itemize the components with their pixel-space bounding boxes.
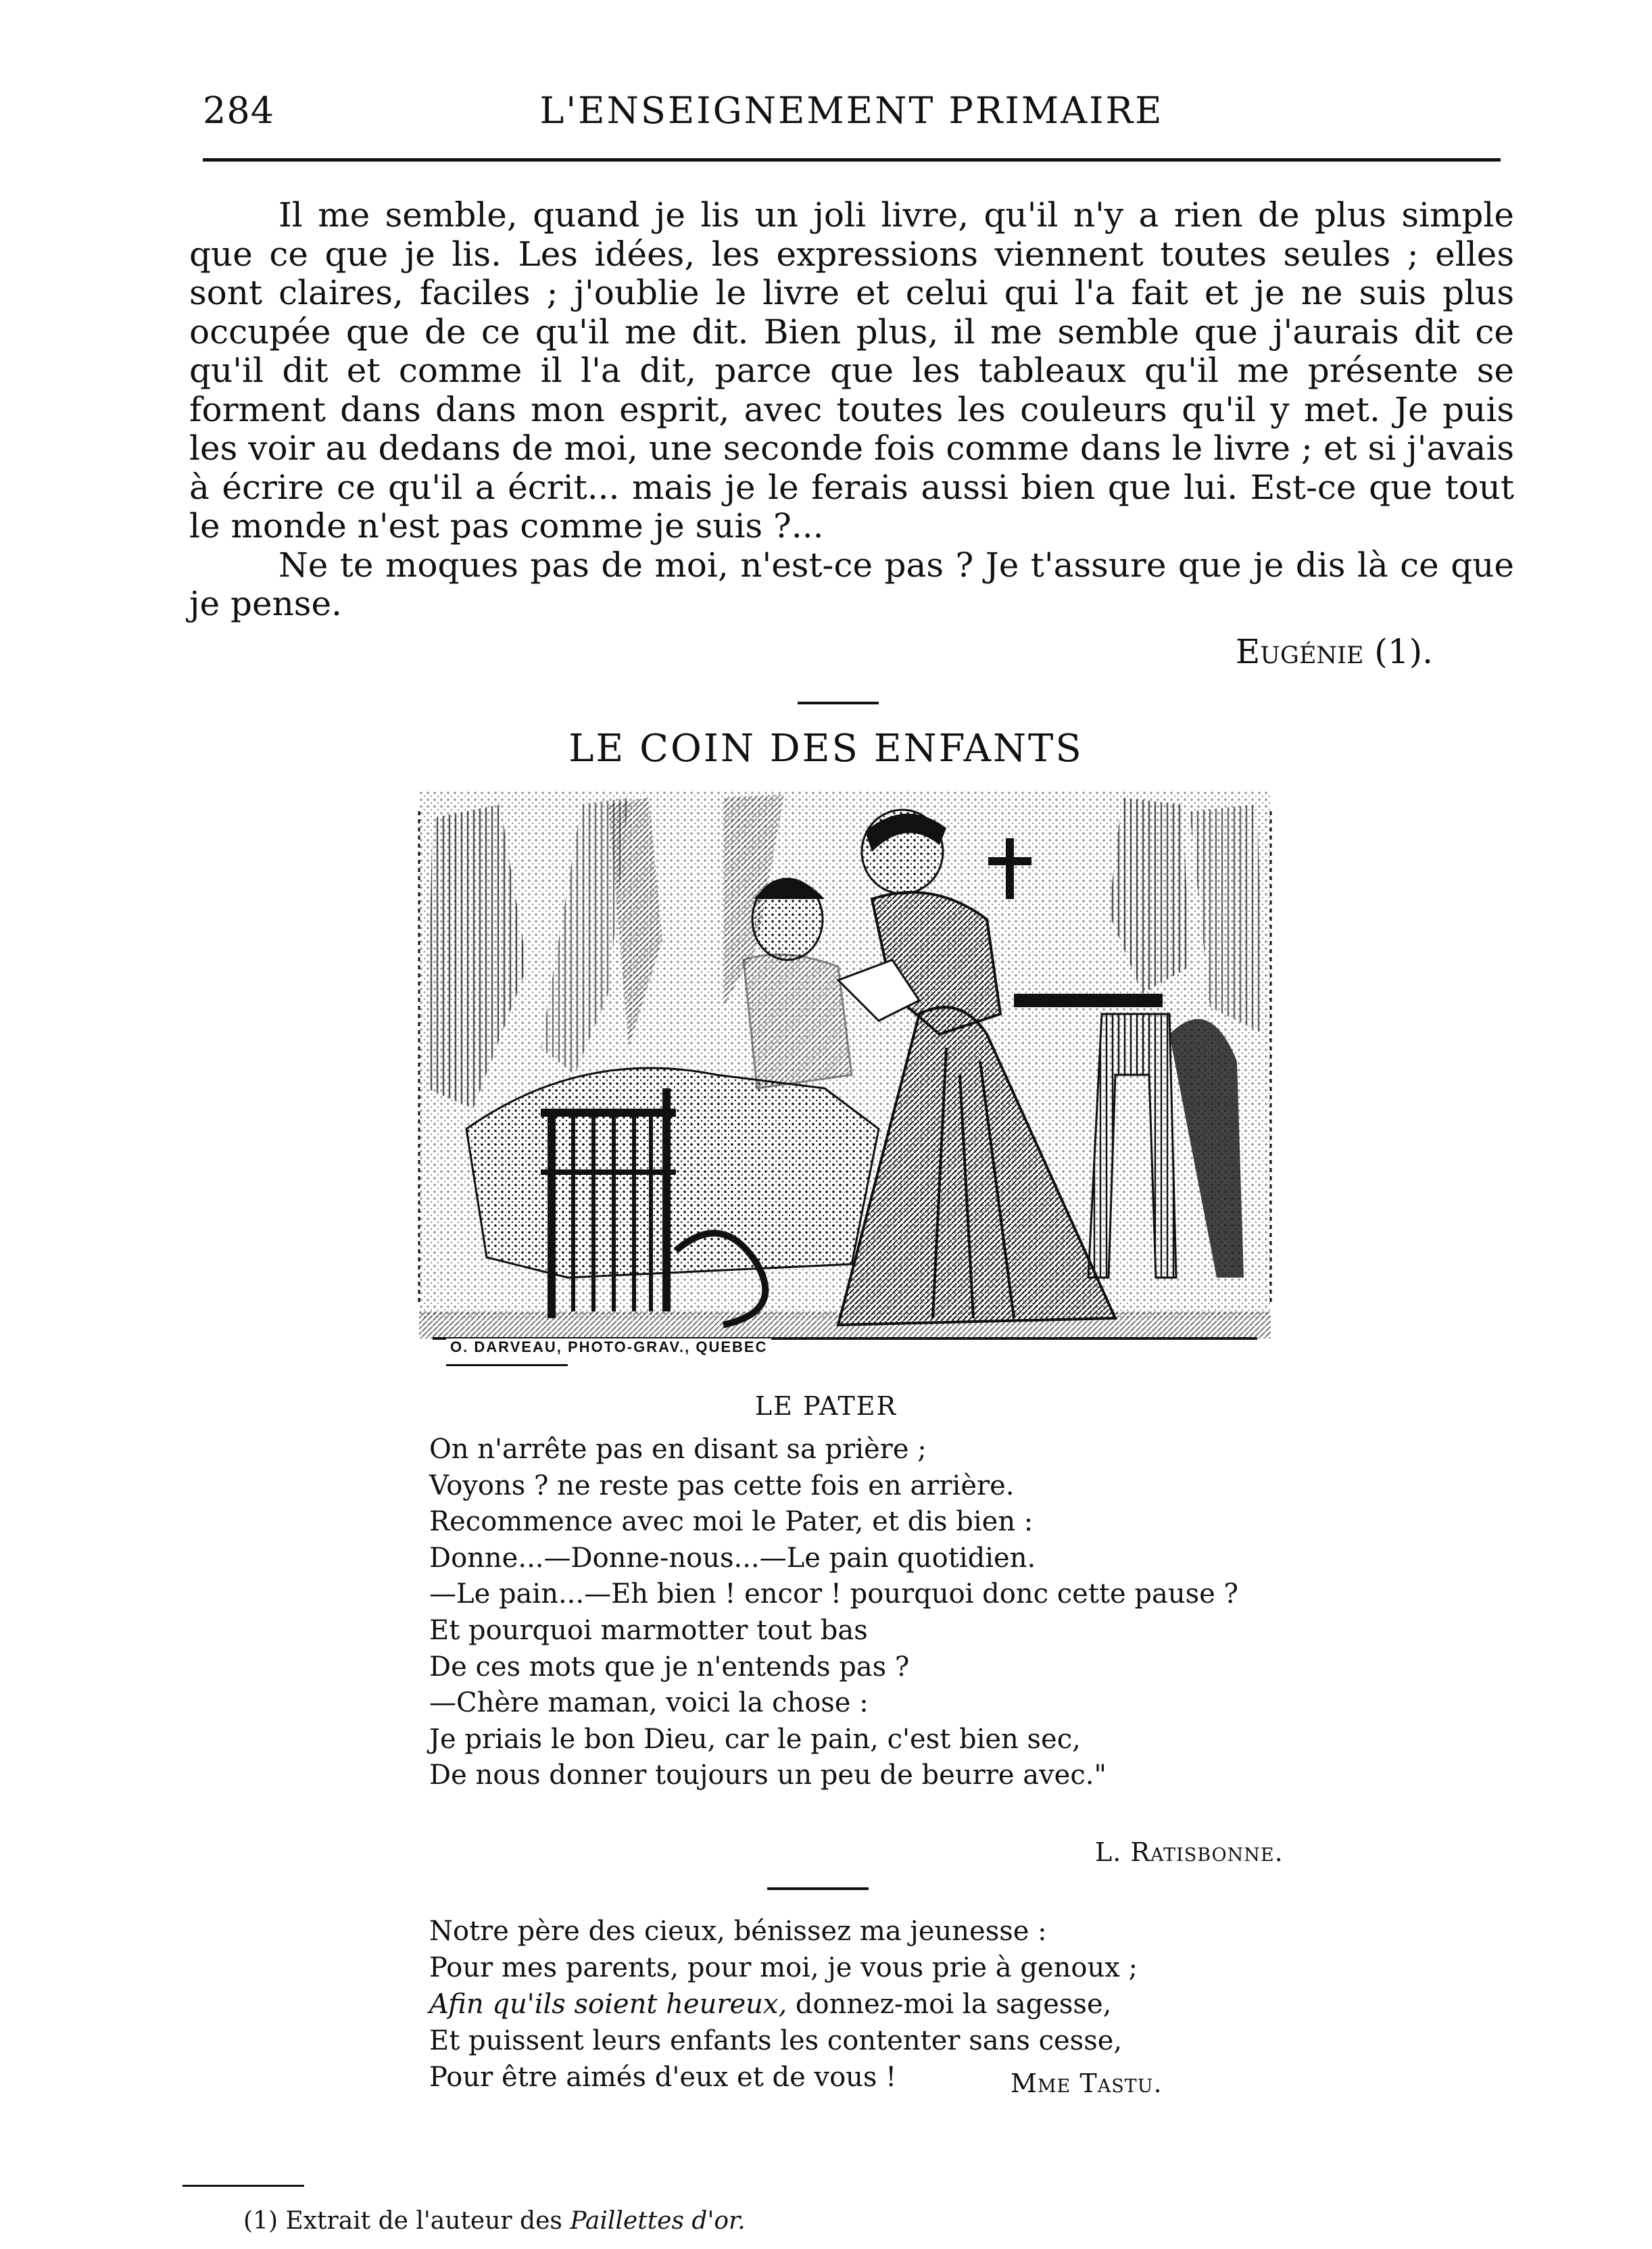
prayer-line: Pour mes parents, pour moi, je vous prie à genoux ; — [429, 1952, 1138, 1983]
footnote — [243, 2207, 746, 2235]
letter-signature: Eugénie (1). — [1235, 632, 1433, 671]
poem-line: Et pourquoi marmotter tout bas — [429, 1614, 868, 1646]
engraving-image — [406, 791, 1284, 1372]
footnote-text: Extrait de l'auteur des — [278, 2207, 570, 2235]
poem-line: Je priais le bon Dieu, car le pain, c'est bien sec, — [429, 1723, 1081, 1755]
poem-author — [1095, 1837, 1284, 1867]
footnote-marker: (1) — [243, 2207, 278, 2235]
footnote-title: Paillettes d'or. — [570, 2207, 746, 2235]
prayer-author-name: Mme Tastu. — [1011, 2069, 1163, 2098]
prayer-line — [429, 1986, 1376, 2023]
prayer-line-italic: Afin qu'ils soient heureux, — [429, 1989, 787, 2020]
poem-line: Recommence avec moi le Pater, et dis bien : — [429, 1506, 1034, 1538]
engraver-credit: O. DARVEAU, PHOTO-GRAV., QUEBEC — [446, 1338, 771, 1356]
letter-paragraph: Il me semble, quand je lis un joli livre, qu'il n'y a rien de plus simple que ce que je lis. Les idées, les expressions viennent toutes seules ; elles sont claires, faciles ; j'oublie le livre et celui qui l'a fait et je ne suis plus occupée que de ce qu'il me dit. Bien plus, il me semble que j'aurais dit ce qu'il dit et comme il l'a dit, parce que les tableaux qu'il me présente se forment dans dans mon esprit, avec toutes les couleurs qu'il y met. Je puis les voir au dedans de moi, une seconde fois comme dans le livre ; et si j'avais à écrire ce qu'il a écrit... mais je le ferais aussi bien que lui. Est-ce que tout le monde n'est pas comme je suis ?... — [189, 195, 1514, 546]
poem-divider — [767, 1887, 869, 1890]
prayer-line: Notre père des cieux, bénissez ma jeunesse : — [429, 1916, 1047, 1947]
poem-line: —Chère maman, voici la chose : — [429, 1687, 869, 1719]
footnote-rule — [183, 2185, 304, 2187]
poem-line: On n'arrête pas en disant sa prière ; — [429, 1434, 927, 1465]
poem-lines — [429, 1432, 1376, 1794]
section-title: LE COIN DES ENFANTS — [568, 727, 1084, 771]
engraving-mother-child-prayer — [406, 791, 1284, 1372]
section-divider — [798, 702, 879, 704]
poem-line: De nous donner toujours un peu de beurre avec." — [429, 1760, 1107, 1791]
poem-author-name: L. Ratisbonne. — [1095, 1837, 1284, 1867]
prayer-lines — [429, 1913, 1376, 2096]
prayer-line: Pour être aimés d'eux et de vous ! — [429, 2062, 897, 2093]
poem-line: Donne...—Donne-nous...—Le pain quotidien. — [429, 1542, 1036, 1574]
prayer-line: Et puissent leurs enfants les contenter sans cesse, — [429, 2025, 1123, 2056]
letter-paragraph: Ne te moques pas de moi, n'est-ce pas ? Je t'assure que je dis là ce que je pense. — [189, 545, 1514, 623]
page-number: 284 — [203, 89, 275, 132]
header-rule — [203, 158, 1501, 162]
running-title: L'ENSEIGNEMENT PRIMAIRE — [539, 89, 1164, 132]
running-head — [203, 81, 1501, 142]
credit-rule — [446, 1364, 568, 1366]
poem-line: De ces mots que je n'entends pas ? — [429, 1651, 910, 1683]
prayer-line-rest: donnez-moi la sagesse, — [787, 1989, 1112, 2020]
prayer-author — [1011, 2069, 1163, 2098]
poem-line: Voyons ? ne reste pas cette fois en arrière. — [429, 1470, 1015, 1501]
poem-title: LE PATER — [754, 1391, 898, 1421]
letter-body — [189, 196, 1514, 624]
poem-line: —Le pain...—Eh bien ! encor ! pourquoi donc cette pause ? — [429, 1578, 1238, 1610]
